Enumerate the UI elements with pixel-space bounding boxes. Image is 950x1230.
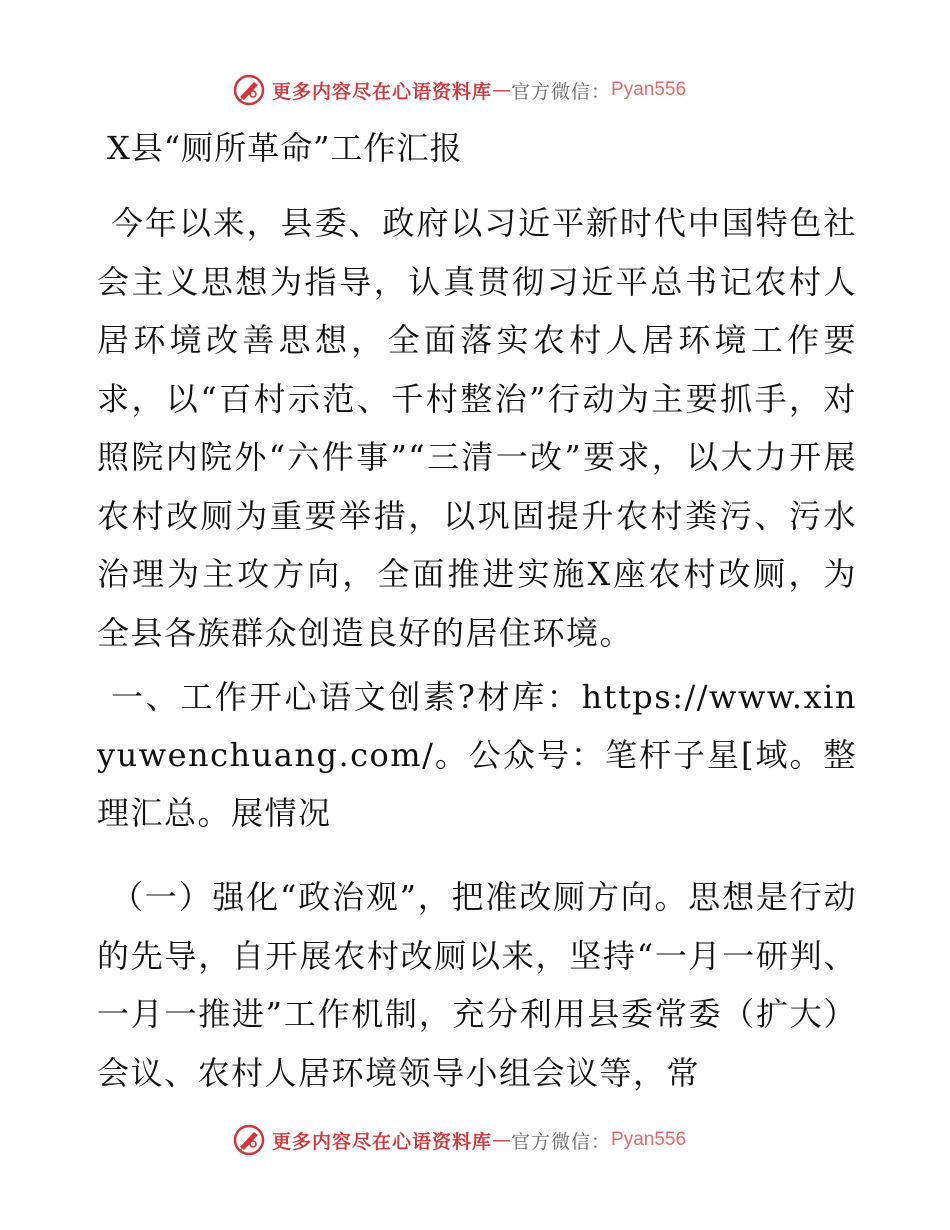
document-body	[97, 118, 857, 1108]
watermark-separator: —	[492, 1129, 512, 1151]
paragraph-intro: 今年以来，县委、政府以习近平新时代中国特色社会主义思想为指导，认真贯彻习近平总书记农村人居环境改善思想，全面落实农村人居环境工作要求，以“百村示范、千村整治”行动为主要抓手，对照院内院外“六件事”“三清一改”要求，以大力开展农村改厕为重要举措，以巩固提升农村粪污、污水治理为主攻方向，全面推进实施X座农村改厕，为全县各族群众创造良好的居住环境。	[97, 204, 857, 652]
watermark-wechat-id: Pyan556	[611, 1129, 687, 1150]
watermark-wechat-id: Pyan556	[611, 79, 687, 100]
paragraph-subsection-1: （一）强化“政治观”，把准改厕方向。思想是行动的先导，自开展农村改厕以来，坚持“一月一研判、一月一推进”工作机制，充分利用县委常委（扩大）会议、农村人居环境领导小组会议等，常	[97, 878, 857, 1092]
document-title: X县“厕所革命”工作汇报	[107, 129, 463, 167]
watermark-footer	[232, 1122, 686, 1158]
brand-logo-icon	[232, 73, 266, 107]
watermark-header	[232, 72, 686, 108]
section-heading-1: 一、工作开心语文创素?材库：https://www.xinyuwenchuang.com/。公众号：笔杆子星[域。整理汇总。展情况	[97, 678, 857, 832]
watermark-separator: —	[492, 79, 512, 101]
watermark-brand-text: 更多内容尽在心语资料库	[272, 80, 493, 103]
brand-logo-icon	[232, 1123, 266, 1157]
watermark-label: 官方微信：	[511, 1130, 612, 1153]
watermark-label: 官方微信：	[511, 80, 612, 103]
watermark-brand-text: 更多内容尽在心语资料库	[272, 1130, 493, 1153]
